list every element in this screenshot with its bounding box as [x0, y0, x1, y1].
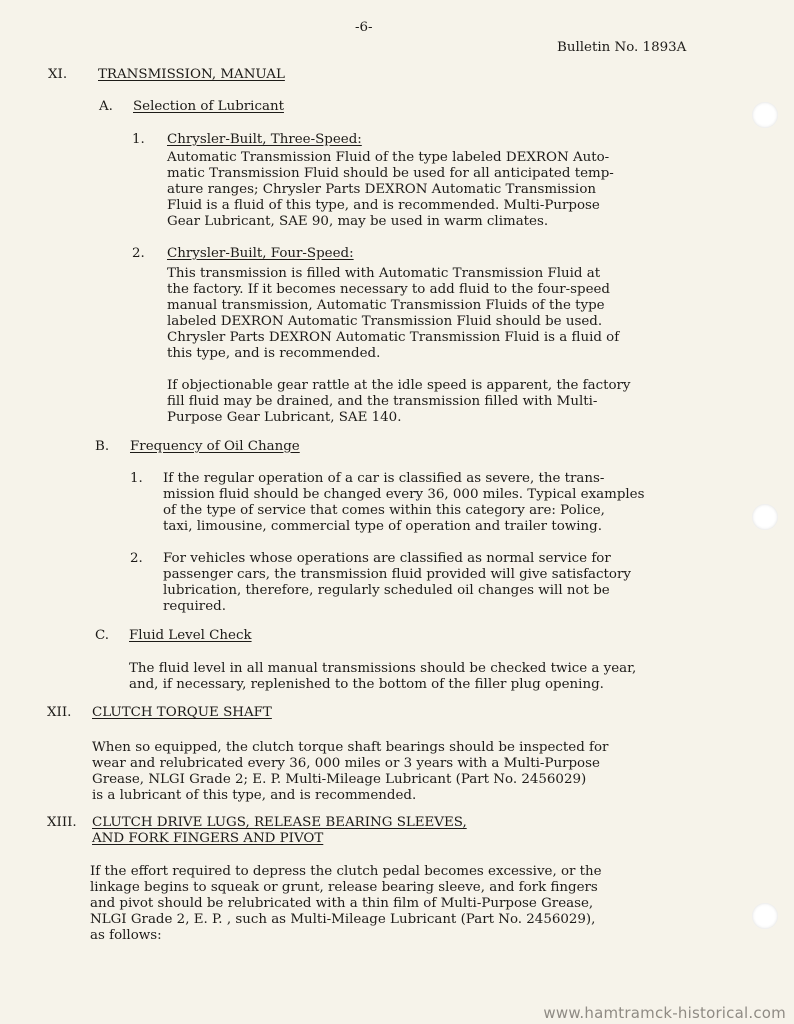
punch-hole-bottom	[752, 903, 778, 929]
section-xii-number: XII.	[47, 705, 72, 720]
item-b1-number: 1.	[130, 471, 143, 486]
subsection-a-title: Selection of Lubricant	[133, 99, 284, 114]
item-a2-number: 2.	[132, 246, 145, 261]
item-a2-text: This transmission is filled with Automatic Transmission Fluid at the factory. If it becomes necessary to add fluid to the four-speed manual transmission, Automatic Transmission Fluids of the type labeled DEXRON Automatic Transmission Fluid should be used. Chrysler Parts DEXRON Automatic Transmission Fluid is a fluid of this type, and is recommended.	[167, 266, 620, 361]
section-xii-text: When so equipped, the clutch torque shaft bearings should be inspected for wear and relubricated every 36, 000 miles or 3 years with a Multi-Purpose Grease, NLGI Grade 2; E. P. Multi-Mileage Lubricant (Part No. 2456029) is a lubricant of this type, and is recommended.	[92, 740, 609, 803]
subsection-c-text: The fluid level in all manual transmissions should be checked twice a year, and, if necessary, replenished to the bottom of the filler plug opening.	[129, 661, 637, 692]
item-a1-text: Automatic Transmission Fluid of the type labeled DEXRON Auto- matic Transmission Fluid should be used for all anticipated temp- ature ranges; Chrysler Parts DEXRON Automatic Transmission Fluid is a fluid of this type, and is recommended. Multi-Purpose Gear Lubricant, SAE 90, may be used in warm climates.	[167, 150, 614, 229]
website-watermark: www.hamtramck-historical.com	[543, 1004, 786, 1022]
subsection-c-letter: C.	[95, 628, 110, 643]
punch-hole-middle	[752, 504, 778, 530]
section-xi-number: XI.	[48, 67, 68, 82]
subsection-b-letter: B.	[95, 439, 110, 454]
bulletin-number: Bulletin No. 1893A	[557, 40, 687, 55]
item-b2-text: For vehicles whose operations are classified as normal service for passenger cars, the transmission fluid provided will give satisfactory lubrication, therefore, regularly scheduled oil changes will not be required.	[163, 551, 631, 614]
section-xiii-text: If the effort required to depress the clutch pedal becomes excessive, or the linkage begins to squeak or grunt, release bearing sleeve, and fork fingers and pivot should be relubricated with a thin film of Multi-Purpose Grease, NLGI Grade 2, E. P. , such as Multi-Mileage Lubricant (Part No. 2456029), as follows:	[90, 864, 602, 943]
section-xii-title: CLUTCH TORQUE SHAFT	[92, 705, 272, 720]
section-xi-title: TRANSMISSION, MANUAL	[98, 67, 285, 82]
item-b1-text: If the regular operation of a car is classified as severe, the trans- mission fluid should be changed every 36, 000 miles. Typical examples of the type of service that comes within this category are: Police, taxi, limousine, commercial type of operation and trailer towing.	[163, 471, 645, 534]
item-a2-title: Chrysler-Built, Four-Speed:	[167, 246, 354, 261]
section-xiii-title-line-1: CLUTCH DRIVE LUGS, RELEASE BEARING SLEEVES,	[92, 815, 467, 830]
page-number: -6-	[355, 20, 373, 35]
section-xiii-title-line-2: AND FORK FINGERS AND PIVOT	[92, 831, 324, 846]
item-a2-paragraph-2: If objectionable gear rattle at the idle speed is apparent, the factory fill fluid may be drained, and the transmission filled with Multi- Purpose Gear Lubricant, SAE 140.	[167, 378, 631, 425]
item-a1-number: 1.	[132, 132, 145, 147]
item-b2-number: 2.	[130, 551, 143, 566]
item-a1-title: Chrysler-Built, Three-Speed:	[167, 132, 362, 147]
subsection-a-letter: A.	[99, 99, 113, 114]
section-xiii-number: XIII.	[47, 815, 77, 830]
punch-hole-top	[752, 102, 778, 128]
subsection-c-title: Fluid Level Check	[129, 628, 252, 643]
subsection-b-title: Frequency of Oil Change	[130, 439, 300, 454]
